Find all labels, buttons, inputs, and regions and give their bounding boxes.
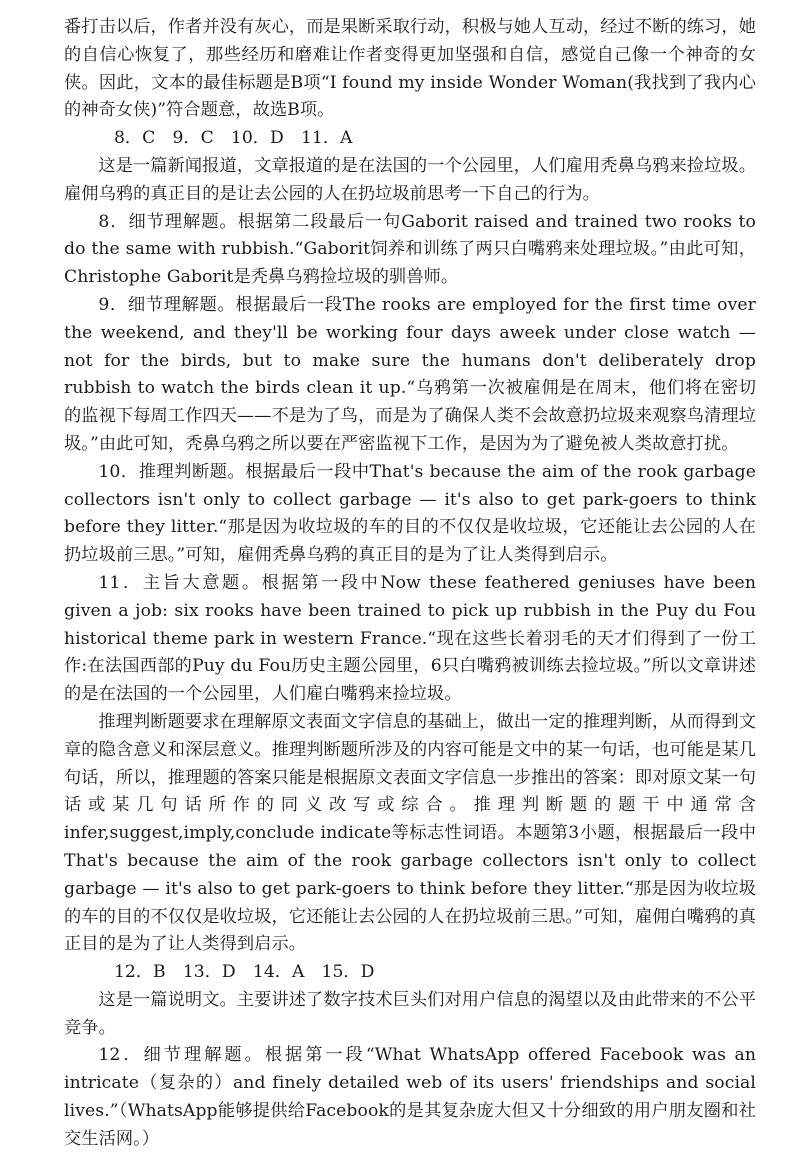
explanation-q10: 10．推理判断题。根据最后一段中That's because the aim of the rook garbage collectors isn't only to collect garbage — it's also to get park-goers to think before they litter.“那是因为收垃圾的车的目的不仅仅是收垃圾，它还能让去公园的人在扔垃圾前三思。”可知，雇佣秃鼻乌鸦的真正目的是为了让人类得到启示。 [64,461,756,566]
explanation-q9: 9．细节理解题。根据最后一段The rooks are employed for the first time over the weekend, and they'll be working four days aweek under close watch — not for the birds, but to make sure the humans don't deliberately drop rubbish to watch the birds clean it up.“乌鸦第一次被雇佣是在周末，他们将在密切的监视下每周工作四天——不是为了鸟，而是为了确保人类不会故意扔垃圾来观察鸟清理垃圾。”由此可知，秃鼻乌鸦之所以要在严密监视下工作，是因为为了避免被人类故意打扰。 [64,294,756,454]
passage-summary-8-11: 这是一篇新闻报道，文章报道的是在法国的一个公园里，人们雇用秃鼻乌鸦来捡垃圾。雇佣乌鸦的真正目的是让去公园的人在扔垃圾前思考一下自己的行为。 [64,155,756,204]
explanation-q12: 12．细节理解题。根据第一段“What WhatsApp offered Facebook was an intricate（复杂的）and finely detailed web of its users' friendships and social lives.”（WhatsApp能够提供给Facebook的是其复杂庞大但又十分细致的用户朋友圈和社交生活网。） [64,1045,756,1149]
explanation-q11: 11．主旨大意题。根据第一段中Now these feathered geniuses have been given a job: six rooks have been trained to pick up rubbish in the Puy du Fou historical theme park in western France.“现在这些长着羽毛的天才们得到了一份工作:在法国西部的Puy du Fou历史主题公园里，6只白嘴鸦被训练去捡垃圾。”所以文章讲述的是在法国的一个公园里，人们雇白嘴鸦来捡垃圾。 [64,572,756,705]
passage-summary-12-15: 这是一篇说明文。主要讲述了数字技术巨头们对用户信息的渴望以及由此带来的不公平竞争。 [64,989,756,1038]
inference-tip: 推理判断题要求在理解原文表面文字信息的基础上，做出一定的推理判断，从而得到文章的隐含意义和深层意义。推理判断题所涉及的内容可能是文中的某一句话，也可能是某几句话，所以，推理题的答案只能是根据原文表面文字信息一步推出的答案：即对原文某一句话或某几句话所作的同义改写或综合。推理判断题的题干中通常含infer,suggest,imply,conclude indicate等标志性词语。本题第3小题，根据最后一段中That's because the aim of the rook garbage collectors isn't only to collect garbage — it's also to get park-goers to think before they litter.“那是因为收垃圾的车的目的不仅仅是收垃圾，它还能让去公园的人在扔垃圾前三思。”可知，雇佣白嘴鸦的真正目的是为了让人类得到启示。 [64,711,756,955]
explanation-q8: 8．细节理解题。根据第二段最后一句Gaborit raised and trained two rooks to do the same with rubbish.“Gaborit饲养和训练了两只白嘴鸦来处理垃圾。”由此可知，Christophe Gaborit是秃鼻乌鸦捡垃圾的驯兽师。 [64,211,756,288]
paragraph-continuation: 番打击以后，作者并没有灰心，而是果断采取行动，积极与她人互动，经过不断的练习，她的自信心恢复了，那些经历和磨难让作者变得更加坚强和自信，感觉自己像一个神奇的女侠。因此，文本的最佳标题是B项“I found my inside Wonder Woman(我找到了我内心的神奇女侠)”符合题意，故选B项。 [64,17,756,121]
answer-key-8-11: 8．C 9．C 10．D 11．A [114,128,353,149]
answer-key-12-15: 12．B 13．D 14．A 15．D [114,962,375,983]
